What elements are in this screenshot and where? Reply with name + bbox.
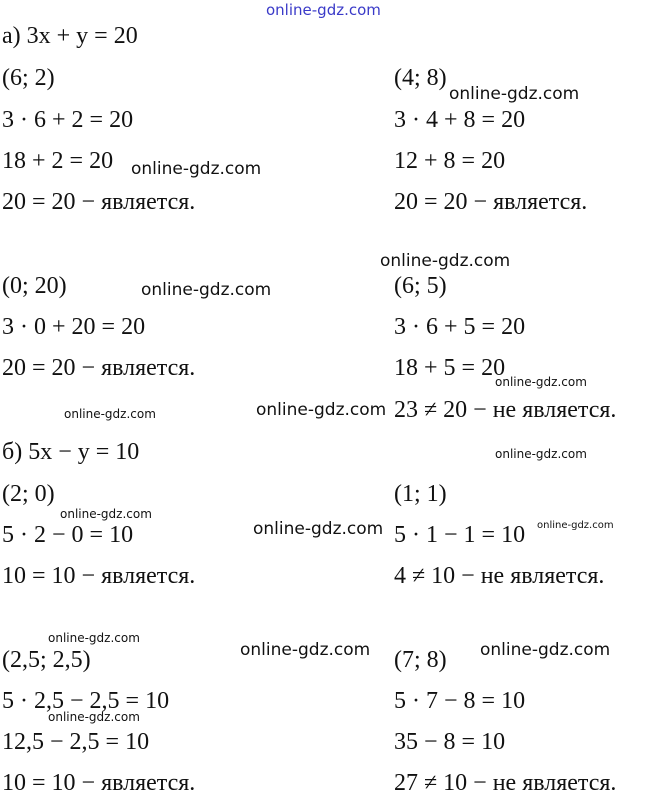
pair-a4: (6; 5) <box>394 273 447 299</box>
watermark: online-gdz.com <box>480 640 611 660</box>
pair-b2: (1; 1) <box>394 481 447 507</box>
pair-a2: (4; 8) <box>394 65 447 91</box>
equation-line: 18 + 5 = 20 <box>394 355 506 381</box>
equation-line: 35 − 8 = 10 <box>394 729 506 755</box>
equation-line: 3 · 6 + 5 = 20 <box>394 314 526 340</box>
watermark: online-gdz.com <box>495 447 587 461</box>
equation-line: 3 · 6 + 2 = 20 <box>2 107 134 133</box>
equation-line: 12,5 − 2,5 = 10 <box>2 729 150 755</box>
result-line: 10 = 10 − является. <box>2 563 196 589</box>
part-a-heading: а) 3x + y = 20 <box>2 23 138 49</box>
pair-b4: (7; 8) <box>394 647 447 673</box>
part-b-heading: б) 5x − y = 10 <box>2 439 140 465</box>
watermark: online-gdz.com <box>141 280 272 300</box>
equation-line: 3 · 0 + 20 = 20 <box>2 314 146 340</box>
watermark: online-gdz.com <box>449 84 580 104</box>
watermark: online-gdz.com <box>60 507 152 521</box>
equation-line: 12 + 8 = 20 <box>394 148 506 174</box>
equation-line: 5 · 1 − 1 = 10 <box>394 522 526 548</box>
watermark: online-gdz.com <box>131 159 262 179</box>
watermark-top: online-gdz.com <box>266 1 381 19</box>
watermark: online-gdz.com <box>48 710 140 724</box>
result-line: 20 = 20 − является. <box>2 189 196 215</box>
equation-line: 5 · 2 − 0 = 10 <box>2 522 134 548</box>
watermark: online-gdz.com <box>380 251 511 271</box>
pair-b1: (2; 0) <box>2 481 55 507</box>
result-line: 23 ≠ 20 − не является. <box>394 397 617 423</box>
result-line: 27 ≠ 10 − не является. <box>394 770 617 796</box>
pair-a3: (0; 20) <box>2 273 67 299</box>
result-line: 10 = 10 − является. <box>2 770 196 796</box>
watermark: online-gdz.com <box>48 631 140 645</box>
pair-b3: (2,5; 2,5) <box>2 647 91 673</box>
equation-line: 5 · 7 − 8 = 10 <box>394 688 526 714</box>
watermark: online-gdz.com <box>64 407 156 421</box>
result-line: 20 = 20 − является. <box>2 355 196 381</box>
watermark: online-gdz.com <box>253 519 384 539</box>
watermark: online-gdz.com <box>240 640 371 660</box>
pair-a1: (6; 2) <box>2 65 55 91</box>
equation-line: 5 · 2,5 − 2,5 = 10 <box>2 688 170 714</box>
watermark: online-gdz.com <box>537 520 614 531</box>
equation-line: 3 · 4 + 8 = 20 <box>394 107 526 133</box>
watermark: online-gdz.com <box>256 400 387 420</box>
result-line: 20 = 20 − является. <box>394 189 588 215</box>
equation-line: 18 + 2 = 20 <box>2 148 114 174</box>
watermark: online-gdz.com <box>495 375 587 389</box>
result-line: 4 ≠ 10 − не является. <box>394 563 605 589</box>
